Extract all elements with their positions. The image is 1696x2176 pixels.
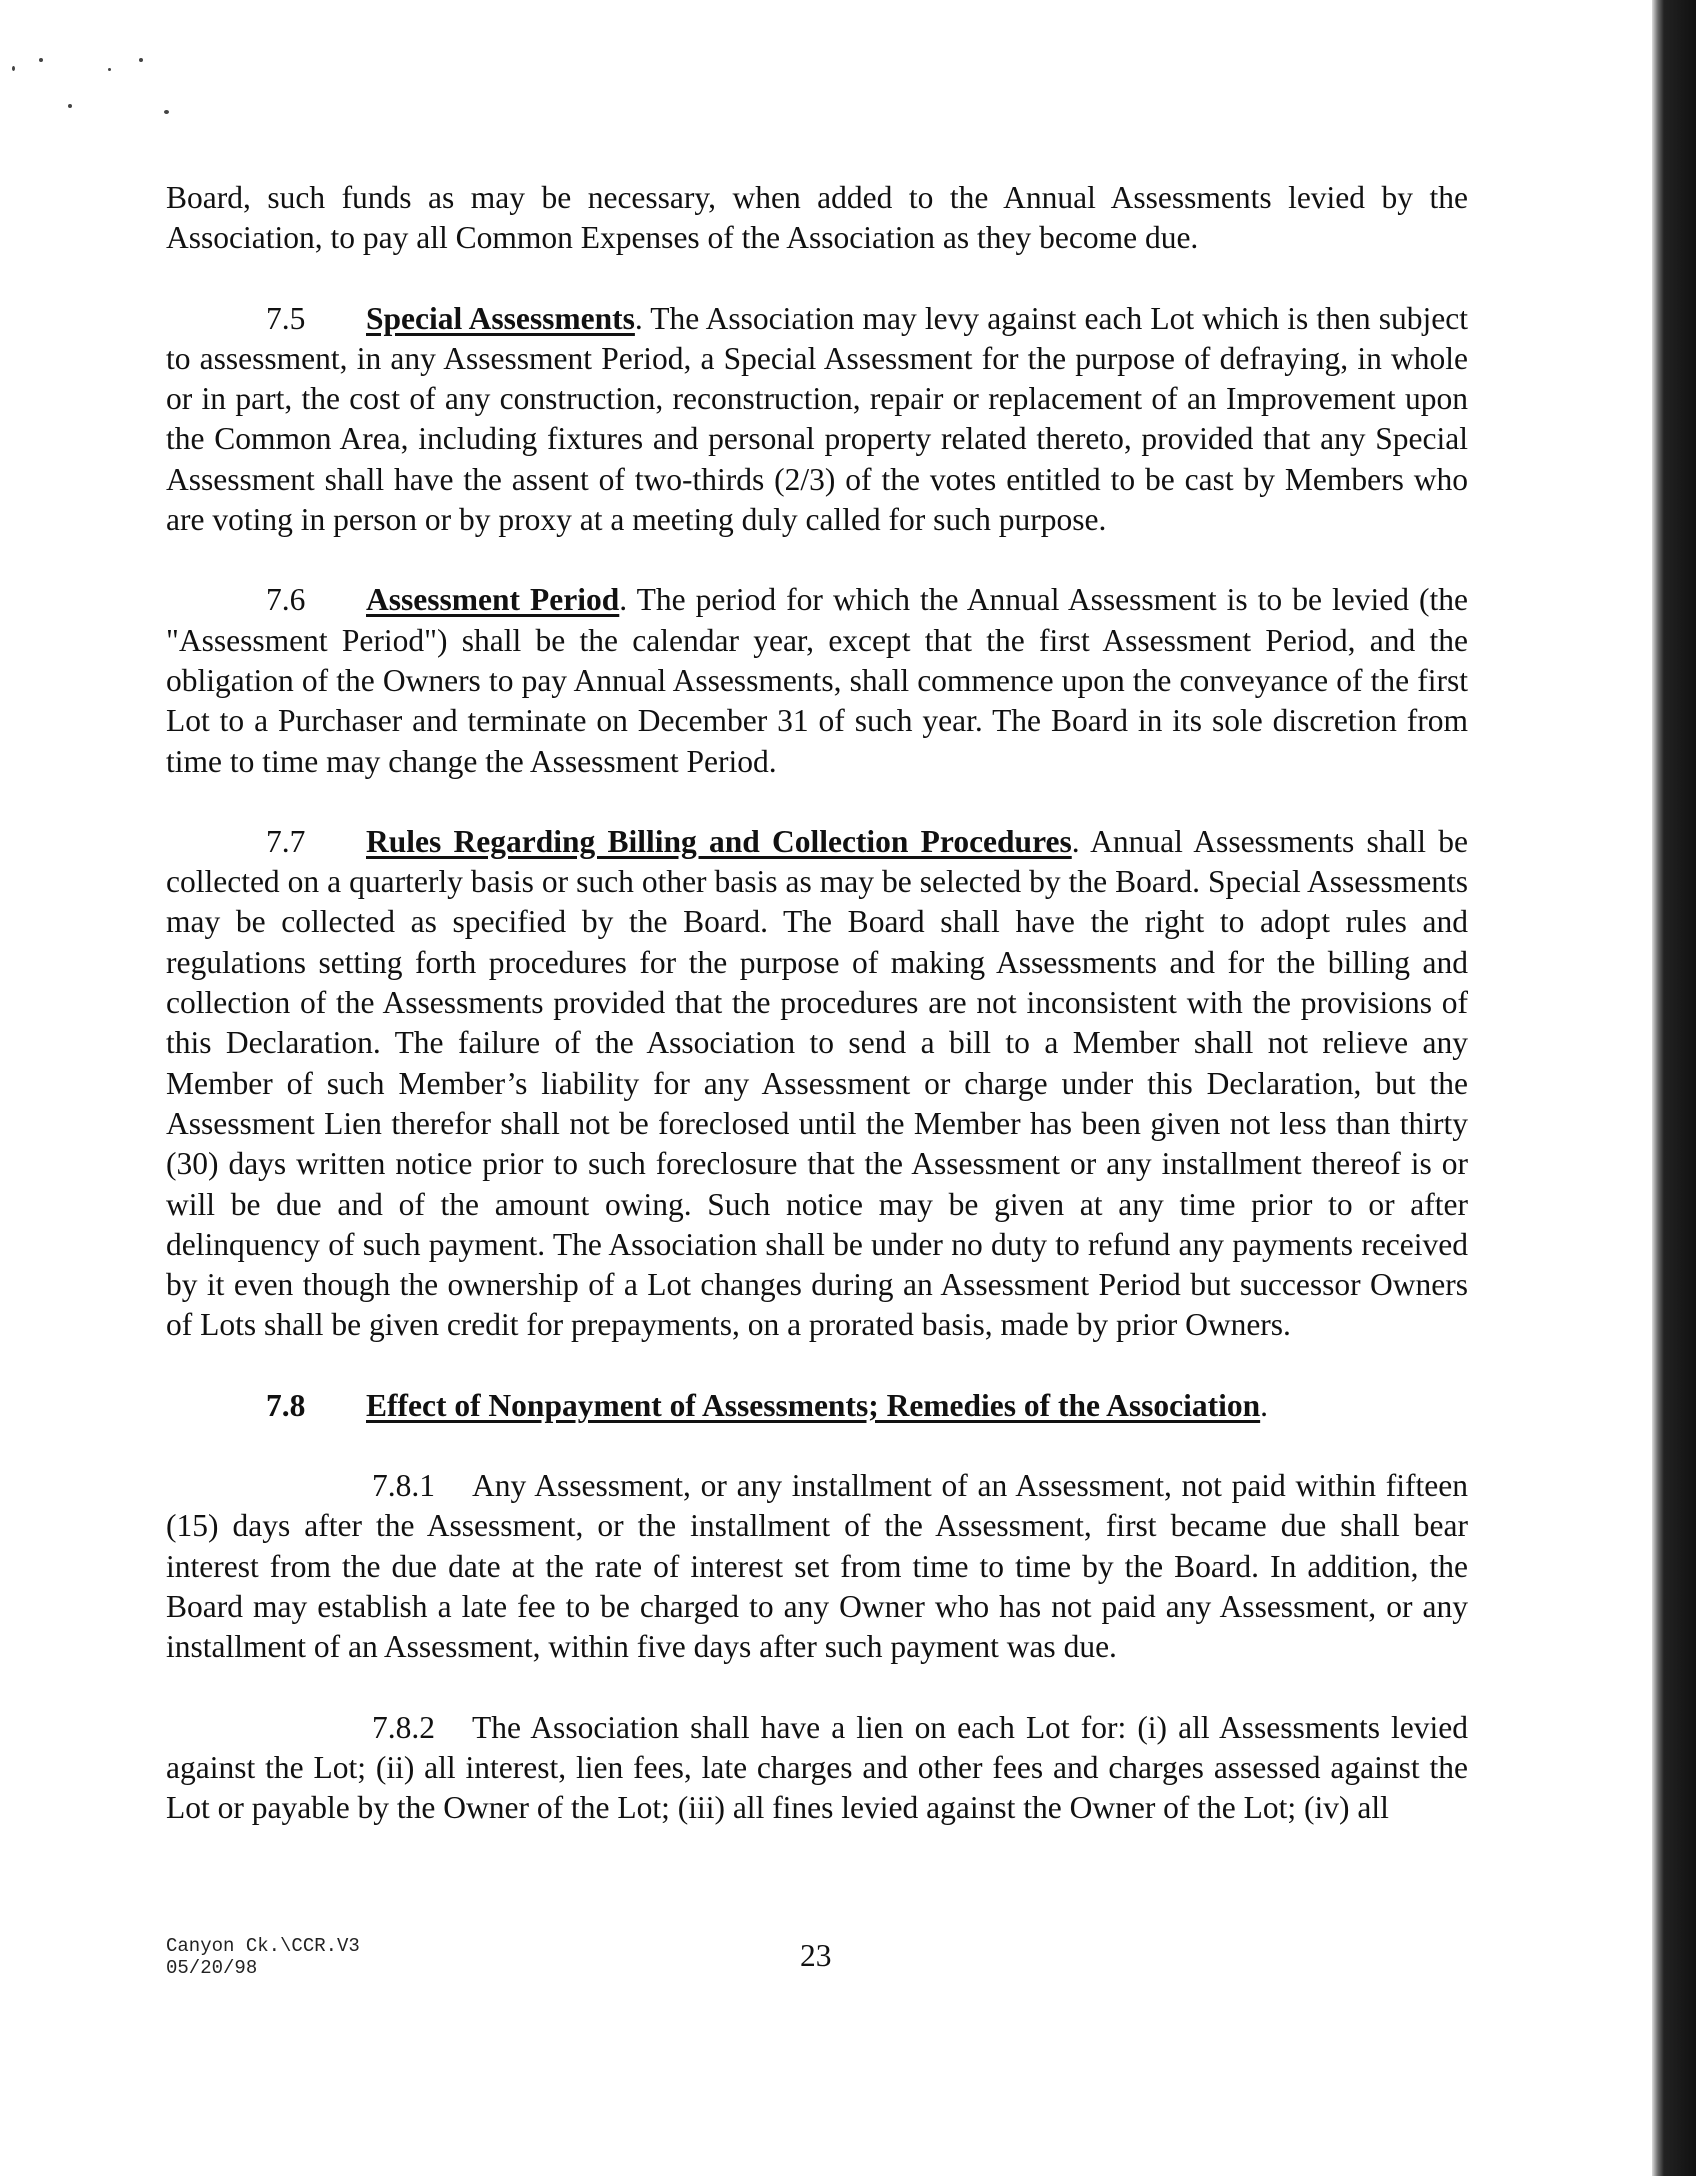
subsection-number: 7.8.2 [372, 1709, 435, 1745]
subsection-body: Any Assessment, or any installment of an Assessment, not paid within fifteen (15) days after the Assessment, or the installment of the Assessment, first became due shall bear interest from the due date at the rate of interest set from time to time by the Board. In addition, the Board may establish a late fee to be charged to any Owner who has not paid any Assessment, or any installment of an Assessment, within five days after such payment was due. [166, 1468, 1468, 1665]
footer-file-reference [166, 1935, 360, 1979]
section-7-8-heading [166, 1386, 1468, 1426]
subsection-number: 7.8.1 [372, 1468, 435, 1504]
scanner-page-edge [1652, 0, 1696, 2176]
section-title: Rules Regarding Billing and Collection Procedures [366, 823, 1072, 859]
section-body: . Annual Assessments shall be collected on a quarterly basis or such other basis as may be selected by the Board. Special Assessments may be collected as specified by the Board. The Board shall have the right to adopt rules and regulations setting forth procedures for the purpose of making Assessments and for the billing and collection of the Assessments provided that the procedures are not inconsistent with the provisions of this Declaration. The failure of the Association to send a bill to a Member shall not relieve any Member of such Member’s liability for any Assessment or charge under this Declaration, but the Assessment Lien therefor shall not be foreclosed until the Member has been given not less than thirty (30) days written notice prior to such foreclosure that the Assessment or any installment thereof is or will be due and of the amount owing. Such notice may be given at any time prior to or after delinquency of such payment. The Association shall be under no duty to refund any payments received by it even though the ownership of a Lot changes during an Assessment Period but successor Owners of Lots shall be given credit for prepayments, on a prorated basis, made by prior Owners. [166, 823, 1468, 1343]
section-body: . The period for which the Annual Assessment is to be levied (the "Assessment Period") shall be the calendar year, except that the first Assessment Period, and the obligation of the Owners to pay Annual Assessments, shall commence upon the conveyance of the first Lot to a Purchaser and terminate on December 31 of such year. The Board in its sole discretion from time to time may change the Assessment Period. [166, 582, 1469, 779]
section-number: 7.5 [266, 300, 306, 336]
section-7-6 [166, 580, 1468, 781]
footer-file-ref: Canyon Ck.\CCR.V3 [166, 1935, 360, 1957]
section-7-5 [166, 299, 1468, 541]
continuation-paragraph: Board, such funds as may be necessary, when added to the Annual Assessments levied by the Association, to pay all Common Expenses of the Association as they become due. [166, 180, 1468, 256]
section-body: . The Association may levy against each Lot which is then subject to assessment, in any Assessment Period, a Special Assessment for the purpose of defraying, in whole or in part, the cost of any construction, reconstruction, repair or replacement of an Improvement upon the Common Area, including fixtures and personal property related thereto, provided that any Special Assessment shall have the assent of two-thirds (2/3) of the votes entitled to be cast by Members who are voting in person or by proxy at a meeting duly called for such purpose. [166, 300, 1468, 538]
section-title: Assessment Period [366, 582, 620, 618]
page-number: 23 [800, 1938, 832, 1973]
section-title: Effect of Nonpayment of Assessments; Remedies of the Association [366, 1387, 1261, 1423]
document-body [166, 178, 1468, 1868]
subsection-7-8-1 [166, 1466, 1468, 1667]
section-7-7 [166, 822, 1468, 1346]
subsection-body: The Association shall have a lien on each Lot for: (i) all Assessments levied against the Lot; (ii) all interest, lien fees, late charges and other fees and charges assessed against the Lot or payable by the Owner of the Lot; (iii) all fines levied against the Owner of the Lot; (iv) all [166, 1709, 1468, 1826]
section-number: 7.8 [266, 1387, 306, 1423]
subsection-7-8-2 [166, 1708, 1468, 1829]
scan-specks [0, 0, 200, 140]
section-number: 7.7 [266, 823, 306, 859]
section-title: Special Assessments [366, 300, 635, 336]
section-number: 7.6 [266, 582, 306, 618]
footer-date: 05/20/98 [166, 1957, 258, 1979]
section-body: . [1260, 1387, 1269, 1423]
